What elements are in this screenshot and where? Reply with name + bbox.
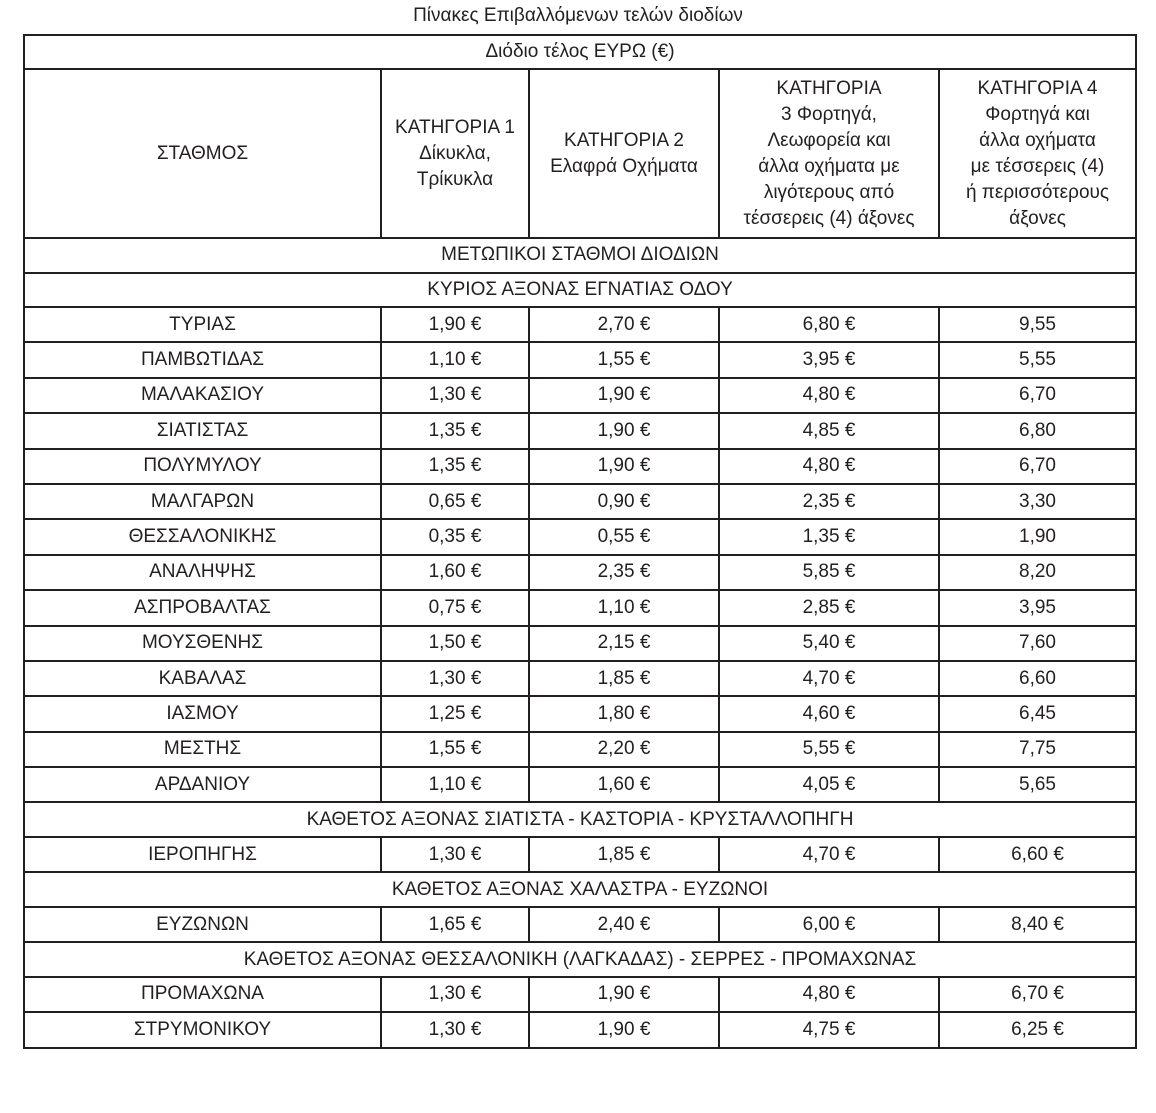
header-category-3-line: Λεωφορεία και (767, 129, 891, 151)
station-name-cell: ΙΕΡΟΠΗΓΗΣ (24, 837, 381, 872)
table-row (24, 1012, 1136, 1047)
category-2-price-cell: 1,60 € (529, 767, 719, 802)
table-row (24, 378, 1136, 413)
category-3-price-cell: 4,70 € (719, 837, 939, 872)
category-1-price-cell: 1,35 € (381, 449, 529, 484)
category-4-price-cell: 6,60 € (939, 837, 1136, 872)
category-4-price-cell: 6,70 (939, 378, 1136, 413)
category-2-price-cell: 0,90 € (529, 484, 719, 519)
category-4-price-cell: 6,25 € (939, 1012, 1136, 1047)
section-row (24, 238, 1136, 273)
table-row (24, 590, 1136, 625)
category-3-price-cell: 3,95 € (719, 342, 939, 377)
category-2-price-cell: 2,70 € (529, 307, 719, 342)
category-2-price-cell: 1,55 € (529, 342, 719, 377)
section-title: ΚΑΘΕΤΟΣ ΑΞΟΝΑΣ ΘΕΣΣΑΛΟΝΙΚΗ (ΛΑΓΚΑΔΑΣ) - ΣΕΡΡΕΣ - ΠΡΟΜΑΧΩΝΑΣ (24, 942, 1136, 977)
section-row (24, 942, 1136, 977)
category-3-price-cell: 2,35 € (719, 484, 939, 519)
category-3-price-cell: 4,80 € (719, 449, 939, 484)
table-row (24, 661, 1136, 696)
category-2-price-cell: 1,90 € (529, 449, 719, 484)
category-1-price-cell: 1,65 € (381, 907, 529, 942)
station-name-cell: ΑΣΠΡΟΒΑΛΤΑΣ (24, 590, 381, 625)
header-category-4 (939, 69, 1136, 238)
category-4-price-cell: 7,60 (939, 626, 1136, 661)
category-2-price-cell: 2,20 € (529, 732, 719, 767)
section-row (24, 802, 1136, 837)
station-name-cell: ΜΕΣΤΗΣ (24, 732, 381, 767)
category-1-price-cell: 1,55 € (381, 732, 529, 767)
header-category-4-line: ή περισσότερους (965, 181, 1110, 203)
category-2-price-cell: 2,15 € (529, 626, 719, 661)
category-2-price-cell: 1,90 € (529, 977, 719, 1012)
category-1-price-cell: 1,35 € (381, 413, 529, 448)
category-3-price-cell: 5,55 € (719, 732, 939, 767)
category-2-price-cell: 1,85 € (529, 837, 719, 872)
category-1-price-cell: 0,75 € (381, 590, 529, 625)
table-row (24, 837, 1136, 872)
table-row (24, 767, 1136, 802)
category-3-price-cell: 4,80 € (719, 378, 939, 413)
table-row (24, 626, 1136, 661)
header-row (24, 69, 1136, 238)
header-category-4-line: άξονες (1009, 207, 1066, 229)
category-3-price-cell: 6,80 € (719, 307, 939, 342)
category-4-price-cell: 6,45 (939, 696, 1136, 731)
table-row (24, 449, 1136, 484)
station-name-cell: ΣΙΑΤΙΣΤΑΣ (24, 413, 381, 448)
station-name-cell: ΠΡΟΜΑΧΩΝΑ (24, 977, 381, 1012)
table-row (24, 732, 1136, 767)
currency-row (24, 35, 1136, 69)
table-row (24, 307, 1136, 342)
header-category-1 (381, 69, 529, 238)
table-row (24, 413, 1136, 448)
category-3-price-cell: 5,85 € (719, 555, 939, 590)
table-row (24, 519, 1136, 554)
header-category-2-line: Ελαφρά Οχήματα (550, 155, 698, 177)
category-2-price-cell: 1,85 € (529, 661, 719, 696)
category-1-price-cell: 1,30 € (381, 1012, 529, 1047)
category-2-price-cell: 1,80 € (529, 696, 719, 731)
header-category-3-line: 3 Φορτηγά, (781, 103, 877, 125)
category-1-price-cell: 1,50 € (381, 626, 529, 661)
category-3-price-cell: 4,80 € (719, 977, 939, 1012)
category-2-price-cell: 2,40 € (529, 907, 719, 942)
category-4-price-cell: 5,55 (939, 342, 1136, 377)
header-category-4-line: ΚΑΤΗΓΟΡΙΑ 4 (977, 77, 1098, 99)
section-title: ΜΕΤΩΠΙΚΟΙ ΣΤΑΘΜΟΙ ΔΙΟΔΙΩΝ (24, 238, 1136, 273)
header-category-1-line: Δίκυκλα, (419, 142, 491, 164)
header-category-3-line: άλλα οχήματα με (758, 155, 900, 177)
station-name-cell: ΙΑΣΜΟΥ (24, 696, 381, 731)
table-row (24, 484, 1136, 519)
table-row (24, 907, 1136, 942)
category-1-price-cell: 0,35 € (381, 519, 529, 554)
category-4-price-cell: 7,75 (939, 732, 1136, 767)
category-4-price-cell: 6,70 (939, 449, 1136, 484)
station-name-cell: ΚΑΒΑΛΑΣ (24, 661, 381, 696)
station-name-cell: ΣΤΡΥΜΟΝΙΚΟΥ (24, 1012, 381, 1047)
header-category-3 (719, 69, 939, 238)
station-name-cell: ΑΡΔΑΝΙΟΥ (24, 767, 381, 802)
header-station (24, 69, 381, 238)
category-1-price-cell: 1,25 € (381, 696, 529, 731)
category-4-price-cell: 6,80 (939, 413, 1136, 448)
section-title: ΚΑΘΕΤΟΣ ΑΞΟΝΑΣ ΣΙΑΤΙΣΤΑ - ΚΑΣΤΟΡΙΑ - ΚΡΥΣΤΑΛΛΟΠΗΓΗ (24, 802, 1136, 837)
table-row (24, 342, 1136, 377)
section-row (24, 872, 1136, 907)
station-name-cell: ΠΟΛΥΜΥΛΟΥ (24, 449, 381, 484)
category-3-price-cell: 4,70 € (719, 661, 939, 696)
category-2-price-cell: 1,90 € (529, 413, 719, 448)
currency-caption: Διόδιο τέλος ΕΥΡΩ (€) (24, 35, 1136, 69)
station-name-cell: ΜΑΛΓΑΡΩΝ (24, 484, 381, 519)
station-name-cell: ΑΝΑΛΗΨΗΣ (24, 555, 381, 590)
header-category-1-line: ΚΑΤΗΓΟΡΙΑ 1 (395, 116, 515, 138)
header-category-2 (529, 69, 719, 238)
header-category-3-line: τέσσερεις (4) άξονες (743, 207, 915, 229)
category-2-price-cell: 1,90 € (529, 1012, 719, 1047)
category-3-price-cell: 4,85 € (719, 413, 939, 448)
category-3-price-cell: 5,40 € (719, 626, 939, 661)
category-4-price-cell: 5,65 (939, 767, 1136, 802)
header-category-1-line: Τρίκυκλα (416, 168, 494, 190)
category-4-price-cell: 9,55 (939, 307, 1136, 342)
station-name-cell: ΜΑΛΑΚΑΣΙΟΥ (24, 378, 381, 413)
category-3-price-cell: 4,75 € (719, 1012, 939, 1047)
category-3-price-cell: 1,35 € (719, 519, 939, 554)
toll-table (23, 34, 1137, 1049)
category-3-price-cell: 4,60 € (719, 696, 939, 731)
category-3-price-cell: 2,85 € (719, 590, 939, 625)
station-name-cell: ΘΕΣΣΑΛΟΝΙΚΗΣ (24, 519, 381, 554)
category-2-price-cell: 2,35 € (529, 555, 719, 590)
category-2-price-cell: 1,10 € (529, 590, 719, 625)
section-row (24, 273, 1136, 308)
header-station-label: ΣΤΑΘΜΟΣ (156, 142, 249, 164)
category-3-price-cell: 6,00 € (719, 907, 939, 942)
header-category-2-line: ΚΑΤΗΓΟΡΙΑ 2 (564, 129, 684, 151)
category-4-price-cell: 1,90 (939, 519, 1136, 554)
category-1-price-cell: 0,65 € (381, 484, 529, 519)
category-1-price-cell: 1,30 € (381, 661, 529, 696)
category-4-price-cell: 6,60 (939, 661, 1136, 696)
station-name-cell: ΜΟΥΣΘΕΝΗΣ (24, 626, 381, 661)
category-1-price-cell: 1,10 € (381, 767, 529, 802)
category-3-price-cell: 4,05 € (719, 767, 939, 802)
category-4-price-cell: 3,95 (939, 590, 1136, 625)
header-category-4-line: άλλα οχήματα (979, 129, 1096, 151)
category-1-price-cell: 1,30 € (381, 977, 529, 1012)
category-1-price-cell: 1,30 € (381, 378, 529, 413)
header-category-3-line: λιγότερους από (763, 181, 895, 203)
category-1-price-cell: 1,60 € (381, 555, 529, 590)
table-row (24, 977, 1136, 1012)
category-1-price-cell: 1,30 € (381, 837, 529, 872)
category-1-price-cell: 1,10 € (381, 342, 529, 377)
station-name-cell: ΤΥΡΙΑΣ (24, 307, 381, 342)
station-name-cell: ΕΥΖΩΝΩΝ (24, 907, 381, 942)
category-4-price-cell: 8,20 (939, 555, 1136, 590)
category-4-price-cell: 6,70 € (939, 977, 1136, 1012)
section-title: ΚΑΘΕΤΟΣ ΑΞΟΝΑΣ ΧΑΛΑΣΤΡΑ - ΕΥΖΩΝΟΙ (24, 872, 1136, 907)
header-category-3-line: ΚΑΤΗΓΟΡΙΑ (776, 77, 882, 99)
category-1-price-cell: 1,90 € (381, 307, 529, 342)
category-2-price-cell: 1,90 € (529, 378, 719, 413)
category-4-price-cell: 8,40 € (939, 907, 1136, 942)
section-title: ΚΥΡΙΟΣ ΑΞΟΝΑΣ ΕΓΝΑΤΙΑΣ ΟΔΟΥ (24, 273, 1136, 308)
table-row (24, 696, 1136, 731)
category-2-price-cell: 0,55 € (529, 519, 719, 554)
header-category-4-line: με τέσσερεις (4) (970, 155, 1105, 177)
table-row (24, 555, 1136, 590)
station-name-cell: ΠΑΜΒΩΤΙΔΑΣ (24, 342, 381, 377)
header-category-4-line: Φορτηγά και (985, 103, 1090, 125)
category-4-price-cell: 3,30 (939, 484, 1136, 519)
page-title: Πίνακες Επιβαλλόμενων τελών διοδίων (413, 5, 743, 26)
